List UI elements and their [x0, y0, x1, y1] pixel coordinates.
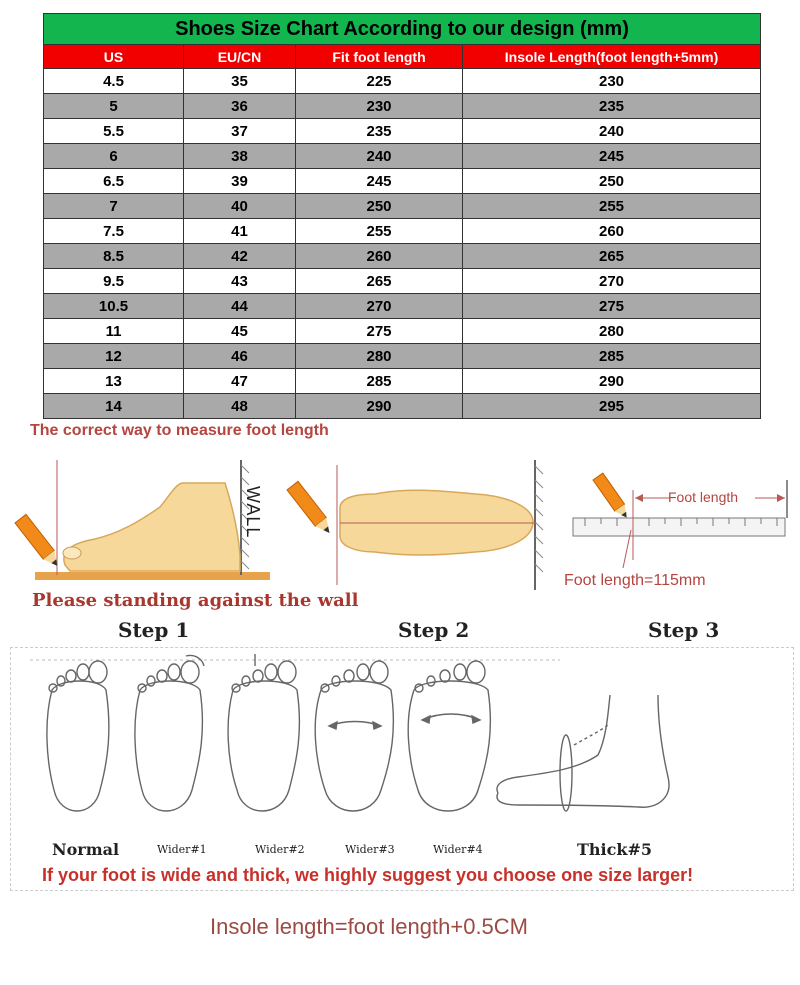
cell-insole-length: 280: [463, 319, 761, 344]
cell-insole-length: 235: [463, 94, 761, 119]
table-row: [44, 244, 761, 269]
foot-label-wider-4: Wider#4: [433, 843, 483, 856]
cell-fit-foot-length: 275: [296, 319, 463, 344]
cell-insole-length: 245: [463, 144, 761, 169]
step1-illustration: [10, 455, 280, 590]
step3-illustration: [565, 470, 795, 570]
cell-us: 5: [44, 94, 184, 119]
cell-fit-foot-length: 245: [296, 169, 463, 194]
cell-eu-cn: 45: [184, 319, 296, 344]
cell-fit-foot-length: 230: [296, 94, 463, 119]
cell-eu-cn: 37: [184, 119, 296, 144]
step-1-label: Step 1: [118, 618, 190, 642]
foot-label-normal: Normal: [52, 840, 120, 859]
table-body: [44, 69, 761, 419]
step-3-label: Step 3: [648, 618, 720, 642]
cell-eu-cn: 35: [184, 69, 296, 94]
header-us: US: [44, 45, 184, 69]
cell-us: 9.5: [44, 269, 184, 294]
cell-fit-foot-length: 280: [296, 344, 463, 369]
pencil-icon: [15, 514, 63, 570]
cell-fit-foot-length: 285: [296, 369, 463, 394]
cell-us: 6: [44, 144, 184, 169]
cell-us: 11: [44, 319, 184, 344]
foot-length-label: Foot length: [668, 489, 739, 505]
foot-normal-icon: [47, 661, 109, 811]
cell-insole-length: 290: [463, 369, 761, 394]
cell-eu-cn: 43: [184, 269, 296, 294]
cell-fit-foot-length: 260: [296, 244, 463, 269]
cell-insole-length: 255: [463, 194, 761, 219]
cell-insole-length: 270: [463, 269, 761, 294]
ruler-icon: [573, 518, 785, 536]
table-row: [44, 94, 761, 119]
cell-fit-foot-length: 240: [296, 144, 463, 169]
header-eu-cn: EU/CN: [184, 45, 296, 69]
cell-eu-cn: 42: [184, 244, 296, 269]
foot-label-thick-5: Thick#5: [577, 840, 652, 859]
foot-wider-1-icon: [135, 655, 204, 811]
foot-thick-5-icon: [488, 685, 698, 835]
cell-eu-cn: 39: [184, 169, 296, 194]
cell-fit-foot-length: 255: [296, 219, 463, 244]
cell-insole-length: 285: [463, 344, 761, 369]
cell-us: 4.5: [44, 69, 184, 94]
foot-wider-3-icon: [315, 661, 393, 811]
step2-illustration: [285, 460, 555, 590]
cell-us: 14: [44, 394, 184, 419]
header-insole-length: Insole Length(foot length+5mm): [463, 45, 761, 69]
table-row: [44, 69, 761, 94]
measure-title: The correct way to measure foot length: [30, 422, 329, 439]
cell-eu-cn: 46: [184, 344, 296, 369]
cell-fit-foot-length: 235: [296, 119, 463, 144]
cell-insole-length: 265: [463, 244, 761, 269]
table-row: [44, 119, 761, 144]
table-row: [44, 194, 761, 219]
insole-note: Insole length=foot length+0.5CM: [210, 914, 529, 939]
foot-wider-2-icon: [228, 654, 299, 811]
cell-eu-cn: 44: [184, 294, 296, 319]
pencil-icon: [593, 473, 632, 521]
table-row: [44, 144, 761, 169]
foot-side-icon: [64, 483, 240, 571]
table-row: [44, 219, 761, 244]
table-row: [44, 394, 761, 419]
cell-insole-length: 250: [463, 169, 761, 194]
pencil-icon: [287, 481, 335, 537]
cell-insole-length: 240: [463, 119, 761, 144]
foot-length-value: Foot length=115mm: [564, 572, 706, 589]
cell-fit-foot-length: 250: [296, 194, 463, 219]
wall-icon: [535, 460, 543, 590]
foot-label-wider-2: Wider#2: [255, 843, 305, 856]
cell-insole-length: 230: [463, 69, 761, 94]
cell-eu-cn: 47: [184, 369, 296, 394]
floor-icon: [35, 572, 270, 580]
cell-us: 7: [44, 194, 184, 219]
cell-fit-foot-length: 270: [296, 294, 463, 319]
table-row: [44, 294, 761, 319]
cell-eu-cn: 41: [184, 219, 296, 244]
cell-us: 13: [44, 369, 184, 394]
cell-eu-cn: 38: [184, 144, 296, 169]
foot-label-wider-1: Wider#1: [157, 843, 207, 856]
table-row: [44, 269, 761, 294]
cell-fit-foot-length: 225: [296, 69, 463, 94]
foot-types-illustration: [30, 650, 560, 830]
cell-fit-foot-length: 290: [296, 394, 463, 419]
cell-eu-cn: 36: [184, 94, 296, 119]
table-row: [44, 369, 761, 394]
table-row: [44, 344, 761, 369]
cell-fit-foot-length: 265: [296, 269, 463, 294]
step-2-label: Step 2: [398, 618, 470, 642]
cell-insole-length: 275: [463, 294, 761, 319]
table-row: [44, 319, 761, 344]
foot-wider-4-icon: [408, 661, 490, 811]
cell-us: 5.5: [44, 119, 184, 144]
header-fit-foot-length: Fit foot length: [296, 45, 463, 69]
size-chart-table: [43, 13, 761, 419]
cell-eu-cn: 40: [184, 194, 296, 219]
cell-us: 12: [44, 344, 184, 369]
cell-us: 8.5: [44, 244, 184, 269]
cell-us: 6.5: [44, 169, 184, 194]
warning-text: If your foot is wide and thick, we highly suggest you choose one size larger!: [42, 865, 694, 885]
cell-us: 10.5: [44, 294, 184, 319]
table-title: Shoes Size Chart According to our design (mm): [44, 14, 761, 45]
wall-label: WALL: [243, 486, 263, 539]
cell-eu-cn: 48: [184, 394, 296, 419]
cell-insole-length: 295: [463, 394, 761, 419]
cell-us: 7.5: [44, 219, 184, 244]
cell-insole-length: 260: [463, 219, 761, 244]
wall-caption: Please standing against the wall: [32, 590, 359, 611]
table-row: [44, 169, 761, 194]
foot-label-wider-3: Wider#3: [345, 843, 395, 856]
